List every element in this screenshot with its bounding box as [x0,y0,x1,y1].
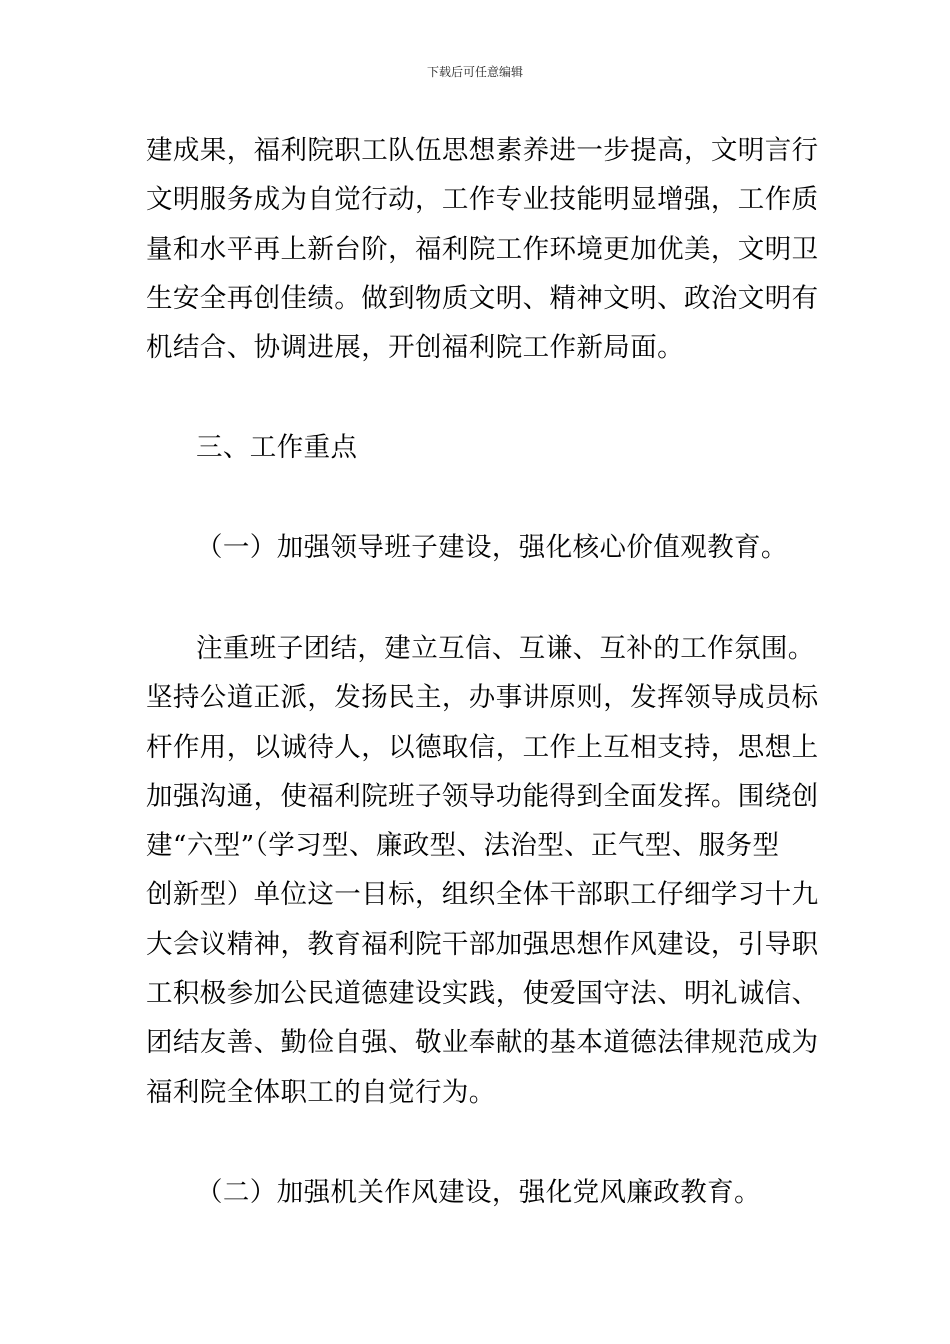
intro-line-3: 量和水平再上新台阶，福利院工作环境更加优美，文明卫 [146,233,819,265]
intro-line-2: 文明服务成为自觉行动，工作专业技能明显增强，工作质 [146,184,819,216]
sub1-line-9: 团结友善、勤俭自强、敬业奉献的基本道德法律规范成为 [146,1027,819,1059]
subsection-heading-1: （一）加强领导班子建设，强化核心价值观教育。 [196,532,788,563]
intro-line-4: 生安全再创佳绩。做到物质文明、精神文明、政治文明有 [146,282,819,314]
sub1-line-2: 坚持公道正派，发扬民主，办事讲原则，发挥领导成员标 [146,682,819,714]
intro-paragraph [146,126,819,372]
subsection-1-paragraph [146,624,819,1117]
intro-line-1: 建成果，福利院职工队伍思想素养进一步提高，文明言行 [146,135,819,166]
sub1-line-6: 创新型）单位这一目标，组织全体干部职工仔细学习十九 [146,879,819,911]
sub1-line-4: 加强沟通，使福利院班子领导功能得到全面发挥。围绕创 [146,780,819,812]
sub1-line-8: 工积极参加公民道德建设实践，使爱国守法、明礼诚信、 [146,978,819,1010]
section-heading-3: 三、工作重点 [196,432,358,463]
subsection-heading-2: （二）加强机关作风建设，强化党风廉政教育。 [196,1177,761,1208]
page-header: 下载后可任意编辑 [426,65,523,79]
sub1-line-3: 杆作用，以诚待人，以德取信，工作上互相支持，思想上 [146,731,819,763]
sub1-line-7: 大会议精神，教育福利院干部加强思想作风建设，引导职 [146,928,819,960]
sub1-line-10: 福利院全体职工的自觉行为。 [146,1076,496,1108]
sub1-line-5: 建“六型”（学习型、廉政型、法治型、正气型、服务型 [146,830,780,862]
sub1-line-1: 注重班子团结，建立互信、互谦、互补的工作氛围。 [196,633,815,664]
intro-line-5: 机结合、协调进展，开创福利院工作新局面。 [146,332,684,364]
